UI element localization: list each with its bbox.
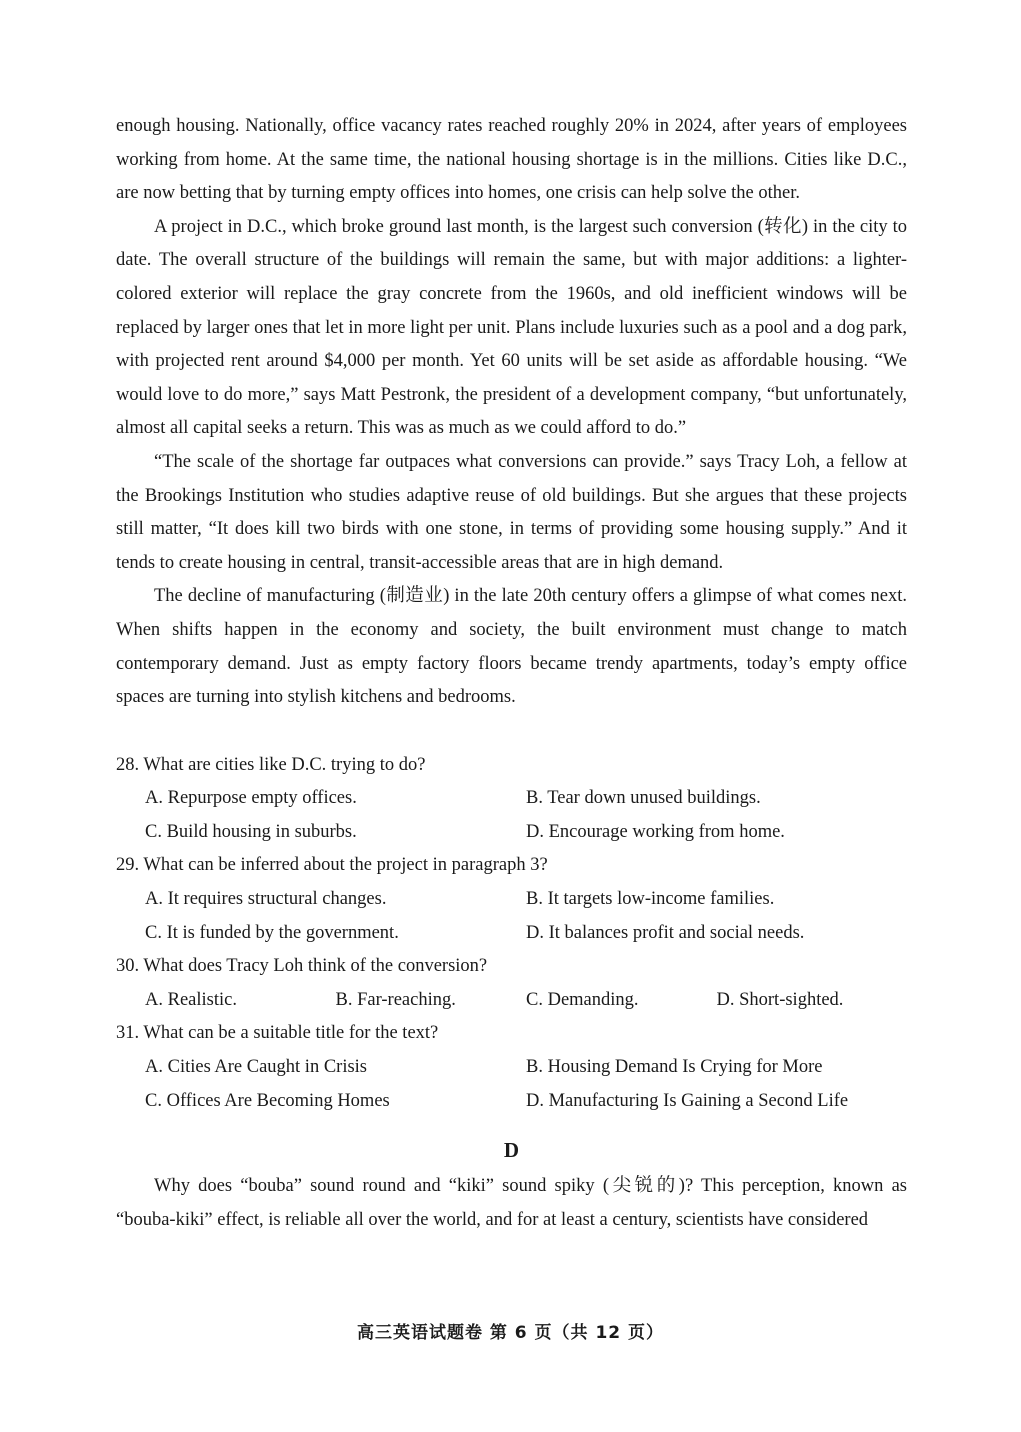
question-31-option-d: D. Manufacturing Is Gaining a Second Life: [526, 1090, 849, 1111]
page-footer: 高三英语试题卷 第 6 页（共 12 页）: [356, 1323, 665, 1343]
question-29-option-d: D. It balances profit and social needs.: [526, 922, 805, 943]
question-31-option-a: A. Cities Are Caught in Crisis: [145, 1057, 367, 1078]
question-29-stem: 29. What can be inferred about the project in paragraph 3?: [116, 855, 548, 876]
passage-c-paragraph-2: A project in D.C., which broke ground last month, is the largest such conversion (转化) in the city to date. The overall structure of the buildings will remain the same, but with major additions: a lighter-colored exterior will replace the gray concrete from the 1960s, and old inefficient windows will be replaced by larger ones that let in more light per unit. Plans include luxuries such as a pool and a dog park, with projected rent around $4,000 per month. Yet 60 units will be set aside as affordable housing. “We would love to do more,” says Matt Pestronk, the president of a development company, “but unfortunately, almost all capital seeks a return. This was as much as we could afford to do.”: [116, 216, 907, 439]
question-31-stem: 31. What can be a suitable title for the text?: [116, 1023, 439, 1044]
question-29-options-row-2: [116, 917, 907, 951]
question-31-options-row-1: [116, 1051, 907, 1085]
question-29-options-row-1: [116, 883, 907, 917]
question-30-option-a: A. Realistic.: [145, 989, 237, 1010]
question-31-option-c: C. Offices Are Becoming Homes: [145, 1090, 390, 1111]
question-30-stem: 30. What does Tracy Loh think of the conversion?: [116, 956, 488, 977]
question-30-options-row: [116, 984, 907, 1018]
question-28-option-d: D. Encourage working from home.: [526, 821, 785, 842]
question-list: [116, 749, 907, 1119]
exam-page: [116, 110, 907, 1237]
question-28-option-b: B. Tear down unused buildings.: [526, 788, 761, 809]
question-31-options-row-2: [116, 1085, 907, 1119]
question-30-option-d: D. Short-sighted.: [716, 989, 844, 1010]
passage-d-paragraph-1: Why does “bouba” sound round and “kiki” sound spiky (尖锐的)? This perception, known as “bouba-kiki” effect, is reliable all over the world, and for at least a century, scientists have considered: [116, 1176, 907, 1230]
question-31-option-b: B. Housing Demand Is Crying for More: [526, 1057, 823, 1078]
question-28-options-row-1: [116, 782, 907, 816]
question-30-option-c: C. Demanding.: [526, 989, 639, 1010]
passage-c-paragraph-3: “The scale of the shortage far outpaces what conversions can provide.” says Tracy Loh, a fellow at the Brookings Institution who studies adaptive reuse of old buildings. But she argues that these projects still matter, “It does kill two birds with one stone, in terms of providing some housing supply.” And it tends to create housing in central, transit-accessible areas that are in high demand.: [116, 451, 907, 573]
question-29-option-a: A. It requires structural changes.: [145, 889, 387, 910]
question-28-stem: 28. What are cities like D.C. trying to do?: [116, 754, 426, 775]
question-28-option-c: C. Build housing in suburbs.: [145, 821, 357, 842]
section-d-title: D: [503, 1138, 520, 1163]
question-29-option-b: B. It targets low-income families.: [526, 889, 775, 910]
question-29-option-c: C. It is funded by the government.: [145, 922, 399, 943]
question-30-option-b: B. Far-reaching.: [335, 989, 456, 1010]
passage-c-paragraph-1: enough housing. Nationally, office vacancy rates reached roughly 20% in 2024, after years of employees working from home. At the same time, the national housing shortage is in the millions. Cities like D.C., are now betting that by turning empty offices into homes, one crisis can help solve the other.: [116, 116, 907, 204]
passage-c-paragraph-4: The decline of manufacturing (制造业) in the late 20th century offers a glimpse of what comes next. When shifts happen in the economy and society, the built environment must change to match contemporary demand. Just as empty factory floors became trendy apartments, today’s empty office spaces are turning into stylish kitchens and bedrooms.: [116, 586, 907, 708]
question-28-option-a: A. Repurpose empty offices.: [145, 788, 357, 809]
question-28-options-row-2: [116, 816, 907, 850]
